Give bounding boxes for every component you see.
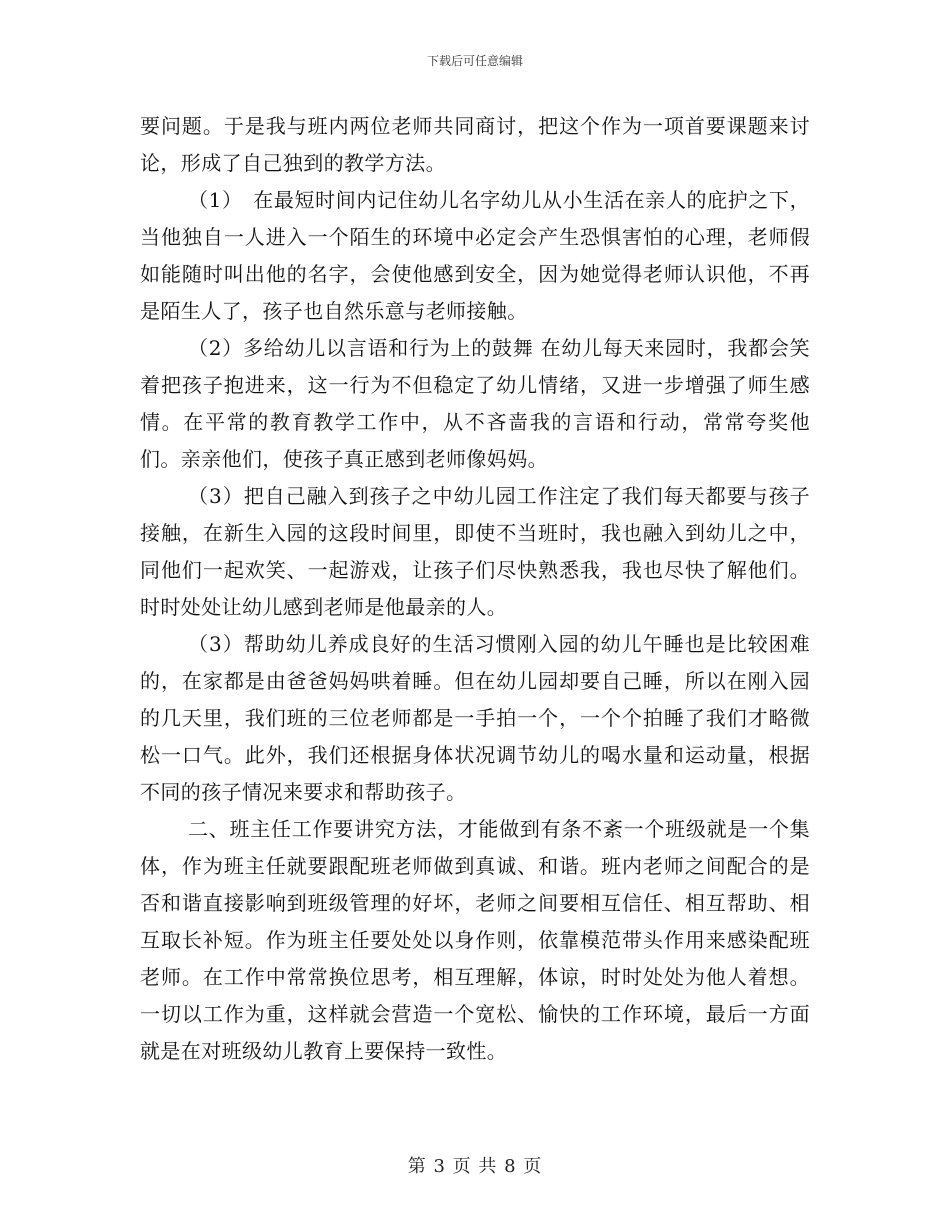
paragraph-item-3b: （3）帮助幼儿养成良好的生活习惯刚入园的幼儿午睡也是比较困难的，在家都是由爸爸妈妈哄着睡。但在幼儿园却要自己睡，所以在刚入园的几天里，我们班的三位老师都是一手拍一个，一个个拍睡了我们才略微松一口气。此外，我们还根据身体状况调节幼儿的喝水量和运动量，根据不同的孩子情况来要求和帮助孩子。	[140, 632, 810, 804]
paragraph-continuation: 要问题。于是我与班内两位老师共同商讨，把这个作为一项首要课题来讨论，形成了自己独到的教学方法。	[140, 114, 810, 175]
document-body	[140, 108, 810, 1070]
page-number: 第 3 页 共 8 页	[407, 1156, 543, 1177]
paragraph-section-2: 二、班主任工作要讲究方法，才能做到有条不紊一个班级就是一个集体，作为班主任就要跟配班老师做到真诚、和谐。班内老师之间配合的是否和谐直接影响到班级管理的好坏，老师之间要相互信任、相互帮助、相互取长补短。作为班主任要处处以身作则，依靠模范带头作用来感染配班老师。在工作中常常换位思考，相互理解，体谅，时时处处为他人着想。一切以工作为重，这样就会营造一个宽松、愉快的工作环境，最后一方面就是在对班级幼儿教育上要保持一致性。	[140, 817, 810, 1063]
header-note: 下载后可任意编辑	[426, 54, 523, 68]
paragraph-item-1: （1） 在最短时间内记住幼儿名字幼儿从小生活在亲人的庇护之下，当他独自一人进入一个陌生的环境中必定会产生恐惧害怕的心理，老师假如能随时叫出他的名字，会使他感到安全，因为她觉得老师认识他，不再是陌生人了，孩子也自然乐意与老师接触。	[140, 188, 810, 323]
paragraph-item-2: （2）多给幼儿以言语和行为上的鼓舞 在幼儿每天来园时，我都会笑着把孩子抱进来，这一行为不但稳定了幼儿情绪，又进一步增强了师生感情。在平常的教育教学工作中，从不吝啬我的言语和行动，常常夸奖他们。亲亲他们，使孩子真正感到老师像妈妈。	[140, 336, 810, 471]
paragraph-item-3: （3）把自己融入到孩子之中幼儿园工作注定了我们每天都要与孩子接触，在新生入园的这段时间里，即使不当班时，我也融入到幼儿之中，同他们一起欢笑、一起游戏，让孩子们尽快熟悉我，我也尽快了解他们。时时处处让幼儿感到老师是他最亲的人。	[140, 484, 810, 619]
